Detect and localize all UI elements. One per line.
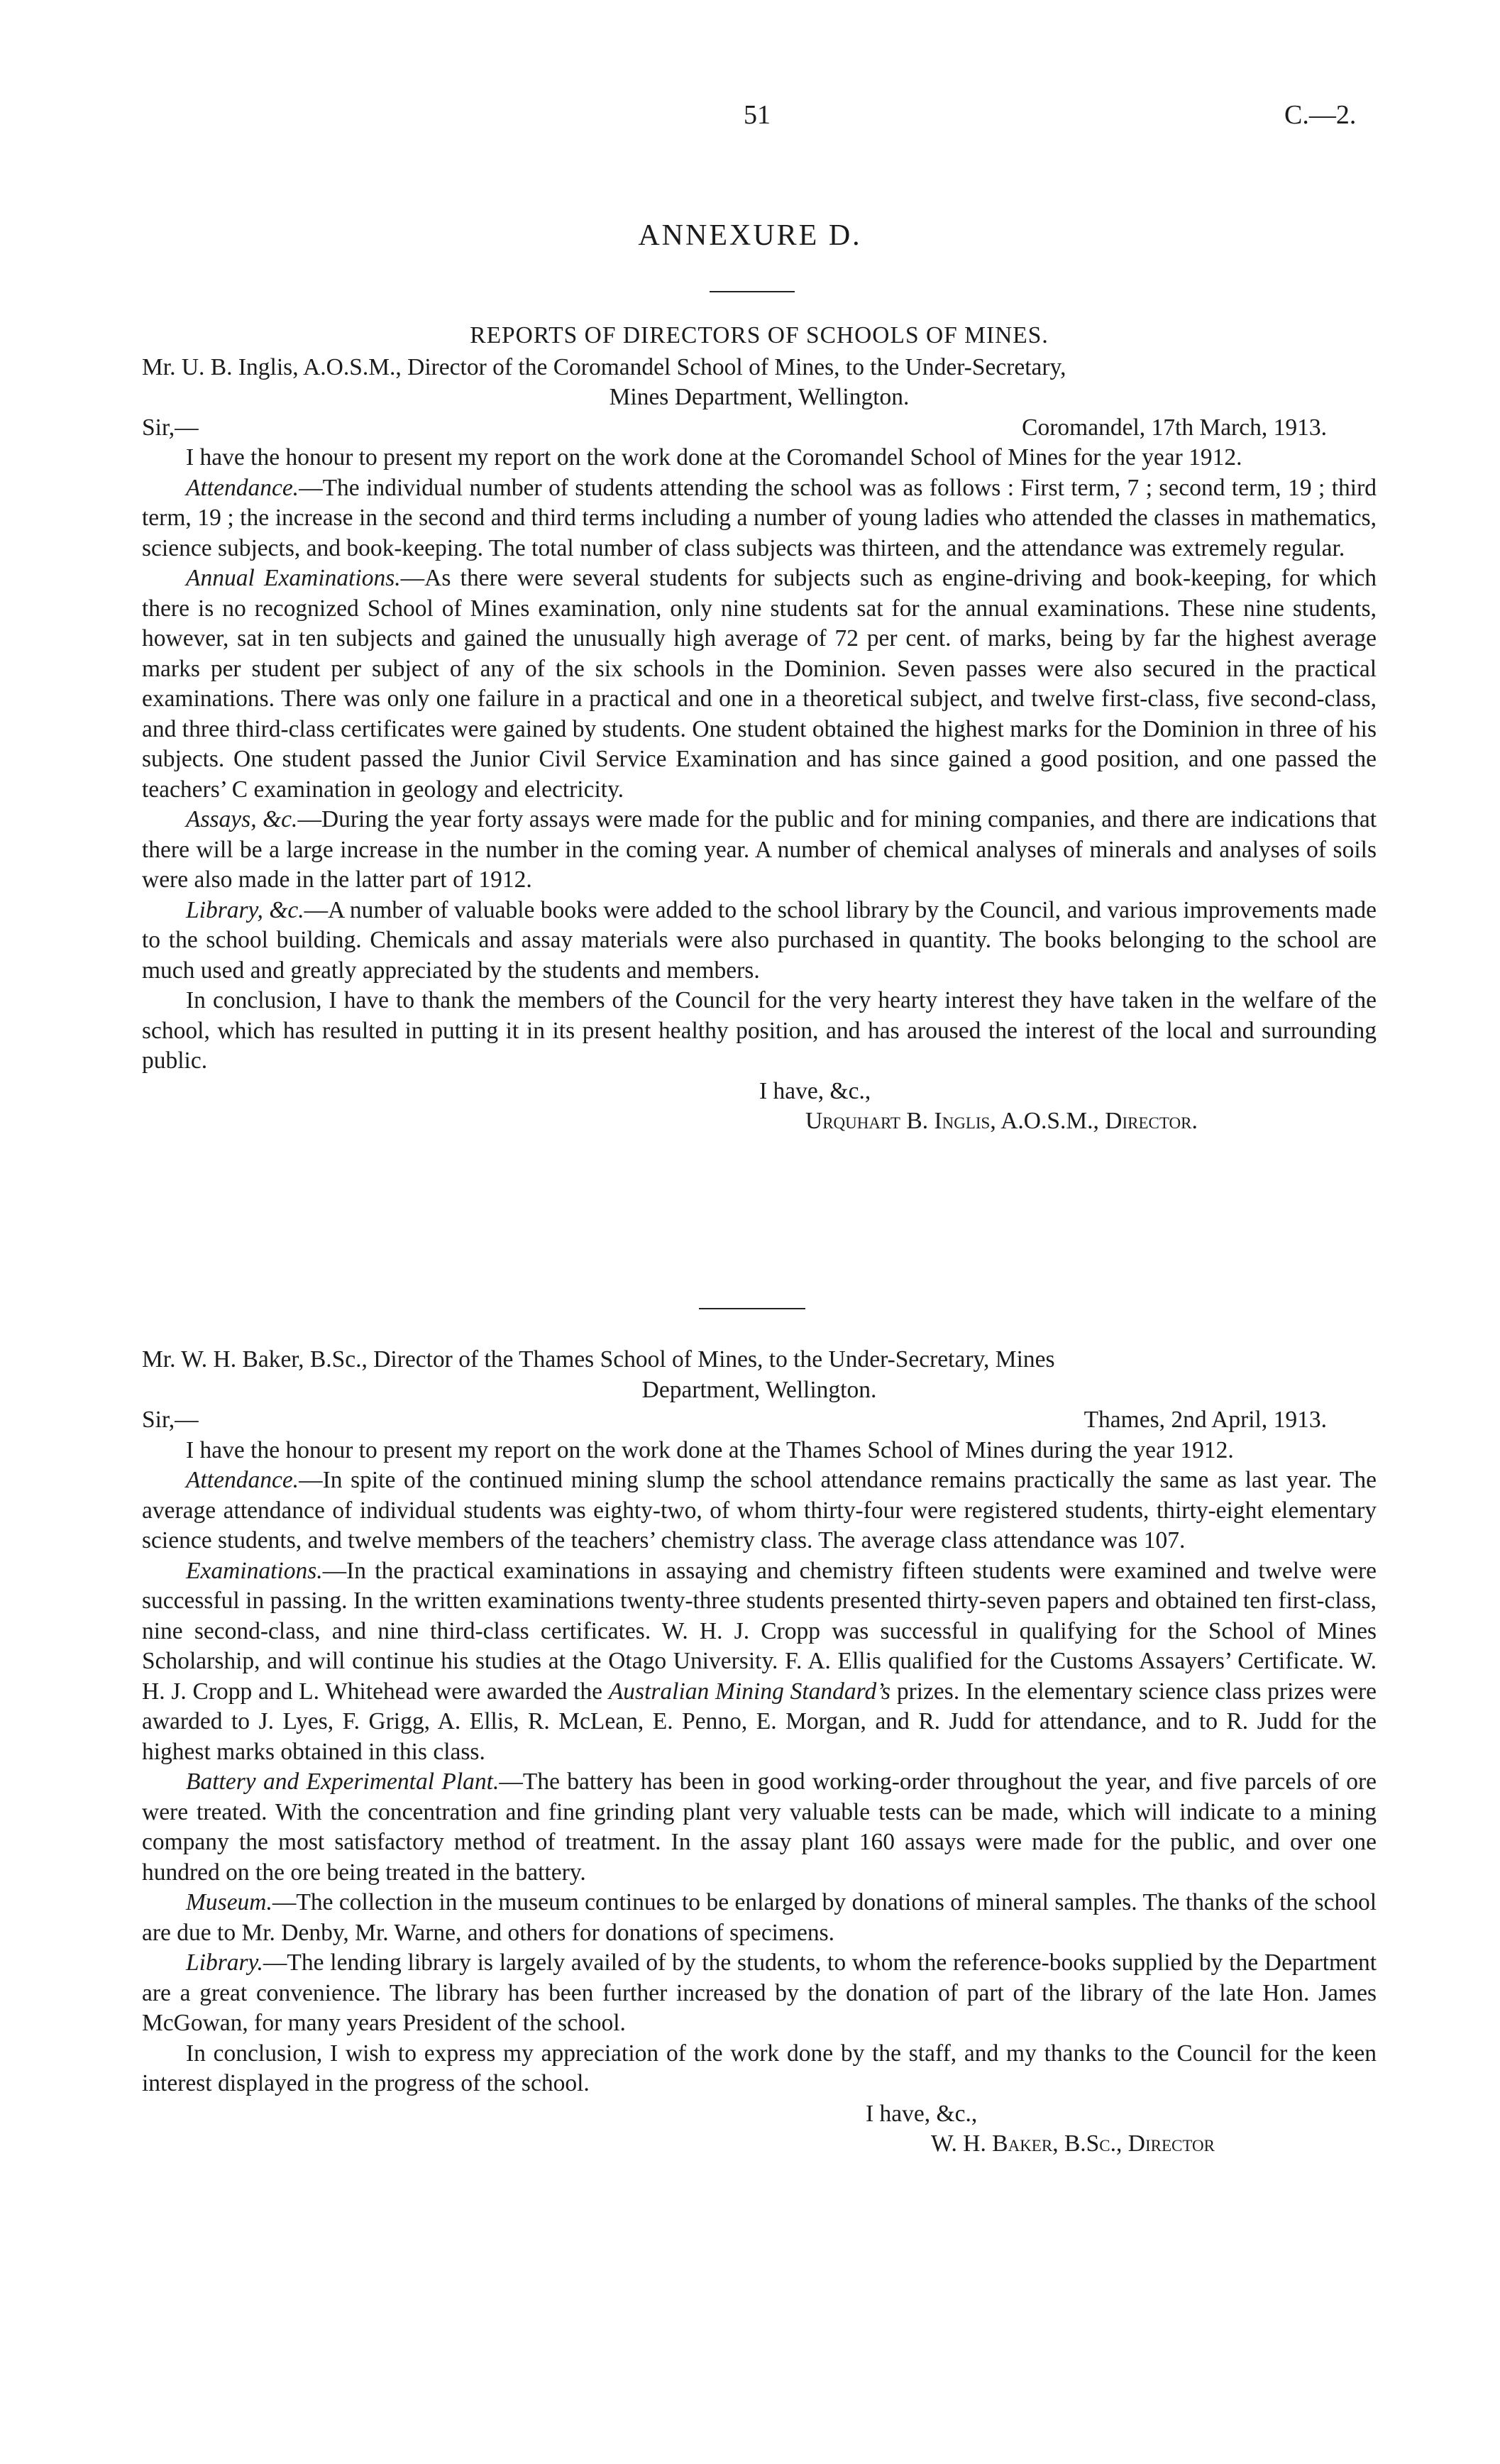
report1-signature: Urquhart B. Inglis, A.O.S.M., Director.: [805, 1108, 1198, 1134]
document-reference: C.—2.: [1284, 100, 1357, 130]
report1-conclusion: In conclusion, I have to thank the members of the Council for the very hearty interest they have taken in the welfare of the school, which has resulted in putting it in its present healthy position, and has aroused the interest of the local and surrounding public.: [142, 987, 1377, 1074]
report1-exams-paragraph: [142, 563, 1377, 805]
report-coromandel: [142, 321, 1377, 1137]
report2-battery-paragraph: [142, 1767, 1377, 1888]
report1-salutation-row: [142, 413, 1377, 444]
report1-attendance-text: —The individual number of students attending the school was as follows : First term, 7 ; second term, 19 ; third term, 19 ; the increase in the second and third terms including a number of young ladies who attended the classes in mathematics, science subjects, and book-keeping. The total number of class subjects was thirteen, and the attendance was extremely regular.: [142, 474, 1377, 561]
report-divider: [699, 1308, 805, 1309]
report2-address-line2: Department, Wellington.: [641, 1376, 877, 1403]
report2-address-line1: Mr. W. H. Baker, B.Sc., Director of the Thames School of Mines, to the Under-Secretary, Mines: [142, 1346, 1055, 1373]
title-divider: [710, 291, 795, 292]
report1-assays-text: —During the year forty assays were made for the public and for mining companies, and there are indications that there will be a large increase in the number in the coming year. A number of chemical analyses of minerals and analyses of soils were also made in the latter part of 1912.: [142, 806, 1377, 893]
report1-library-text: —A number of valuable books were added to the school library by the Council, and various improvements made to the school building. Chemicals and assay materials were also purchased in quantity. The books belonging to the school are much used and greatly appreciated by the students and members.: [142, 896, 1377, 984]
report2-museum-paragraph: [142, 1888, 1377, 1948]
report2-closing: I have, &c.,: [866, 2100, 978, 2127]
report2-attendance-heading: Attendance.: [186, 1467, 299, 1493]
report2-salutation: Sir,—: [142, 1407, 199, 1433]
report1-library-heading: Library, &c.: [186, 896, 304, 923]
report2-attendance-text: —In spite of the continued mining slump the school attendance remains practically the same as last year. The average attendance of individual students was eighty-two, of whom thirty-four were registered students, thirty-eight elementary science students, and twelve members of the teachers’ chemistry class. The average class attendance was 107.: [142, 1467, 1377, 1553]
report2-exams-text-a: —In the practical examinations in assaying and chemistry fifteen students were examined and twelve were successful in passing. In the written examinations twenty-three students presented thirty-seven papers and obtained ten first-class, nine second-class, and nine third-class certificates. W. H. J. Cropp was successful in qualifying for the School of Mines Scholarship, and will continue his studies at the Otago University. F. A. Ellis qualified for the Customs Assayers’ Certificate. W. H. J. Cropp and L. Whitehead were awarded the: [142, 1557, 1377, 1705]
report2-date: Thames, 2nd April, 1913.: [1083, 1407, 1327, 1433]
report2-exams-heading: Examinations.: [186, 1557, 323, 1584]
report2-library-heading: Library.: [186, 1949, 263, 1976]
report1-exams-heading: Annual Examinations.: [186, 565, 401, 591]
report1-address-line1: Mr. U. B. Inglis, A.O.S.M., Director of the Coromandel School of Mines, to the Under-Secretary,: [142, 353, 1066, 380]
report1-closing: I have, &c.,: [759, 1077, 871, 1104]
report2-attendance-paragraph: [142, 1465, 1377, 1556]
report2-battery-heading: Battery and Experimental Plant.: [186, 1769, 500, 1795]
report2-battery-text: —The battery has been in good working-order throughout the year, and five parcels of ore were treated. With the concentration and fine grinding plant very valuable tests can be made, which will indicate to a mining company the most satisfactory method of treatment. In the assay plant 160 assays were made for the public, and over one hundred on the ore being treated in the battery.: [142, 1769, 1377, 1886]
annexure-title: ANNEXURE D.: [638, 219, 862, 252]
report2-museum-text: —The collection in the museum continues to be enlarged by donations of mineral samples. The thanks of the school are due to Mr. Denby, Mr. Warne, and others for donations of specimens.: [142, 1889, 1377, 1946]
report2-exams-paragraph: [142, 1556, 1377, 1768]
report1-address-line2: Mines Department, Wellington.: [609, 384, 910, 410]
report2-exams-prize-name: Australian Mining Standard’s: [608, 1678, 891, 1705]
page-number: 51: [744, 100, 771, 130]
report1-exams-text: —As there were several students for subjects such as engine-driving and book-keeping, for which there is no recognized School of Mines examination, only nine students sat for the annual examinations. These nine students, however, sat in ten subjects and gained the unusually high average of 72 per cent. of marks, being by far the highest average marks per student per subject of any of the six schools in the Dominion. Seven passes were also secured in the practical examinations. There was only one failure in a practical and one in a theoretical subject, and twelve first-class, five second-class, and three third-class certificates were gained by students. One student obtained the highest marks for the Dominion in three of his subjects. One student passed the Junior Civil Service Examination and has since gained a good position, and one passed the teachers’ C examination in geology and electricity.: [142, 565, 1377, 803]
report1-assays-paragraph: [142, 805, 1377, 896]
report2-library-paragraph: [142, 1948, 1377, 2039]
report2-exams-text-b: prizes. In the elementary science class prizes were awarded to J. Lyes, F. Grigg, A. Ellis, R. McLean, E. Penno, E. Morgan, and R. Judd for attendance, and to R. Judd for the highest marks obtained in this class.: [142, 1678, 1377, 1765]
report1-date: Coromandel, 17th March, 1913.: [1022, 414, 1327, 441]
report2-library-text: —The lending library is largely availed of by the students, to whom the reference-books supplied by the Department are a great convenience. The library has been further increased by the donation of part of the library of the late Hon. James McGowan, for many years President of the school.: [142, 1949, 1377, 2036]
report1-attendance-paragraph: [142, 473, 1377, 564]
report2-museum-heading: Museum.: [186, 1889, 272, 1915]
report2-salutation-row: [142, 1405, 1377, 1436]
section-heading: REPORTS OF DIRECTORS OF SCHOOLS OF MINES.: [470, 322, 1049, 348]
report2-conclusion: In conclusion, I wish to express my appreciation of the work done by the staff, and my thanks to the Council for the keen interest displayed in the progress of the school.: [142, 2040, 1377, 2096]
report2-intro: I have the honour to present my report on the work done at the Thames School of Mines during the year 1912.: [186, 1436, 1234, 1463]
report1-attendance-heading: Attendance.: [186, 474, 299, 501]
report1-assays-heading: Assays, &c.: [186, 806, 298, 832]
report1-intro: I have the honour to present my report on the work done at the Coromandel School of Mines for the year 1912.: [186, 444, 1242, 471]
report2-signature: W. H. Baker, B.Sc., Director: [931, 2130, 1215, 2157]
report-thames: [142, 1345, 1377, 2160]
report1-library-paragraph: [142, 896, 1377, 986]
report1-salutation: Sir,—: [142, 414, 199, 441]
page-header: [0, 99, 1500, 142]
